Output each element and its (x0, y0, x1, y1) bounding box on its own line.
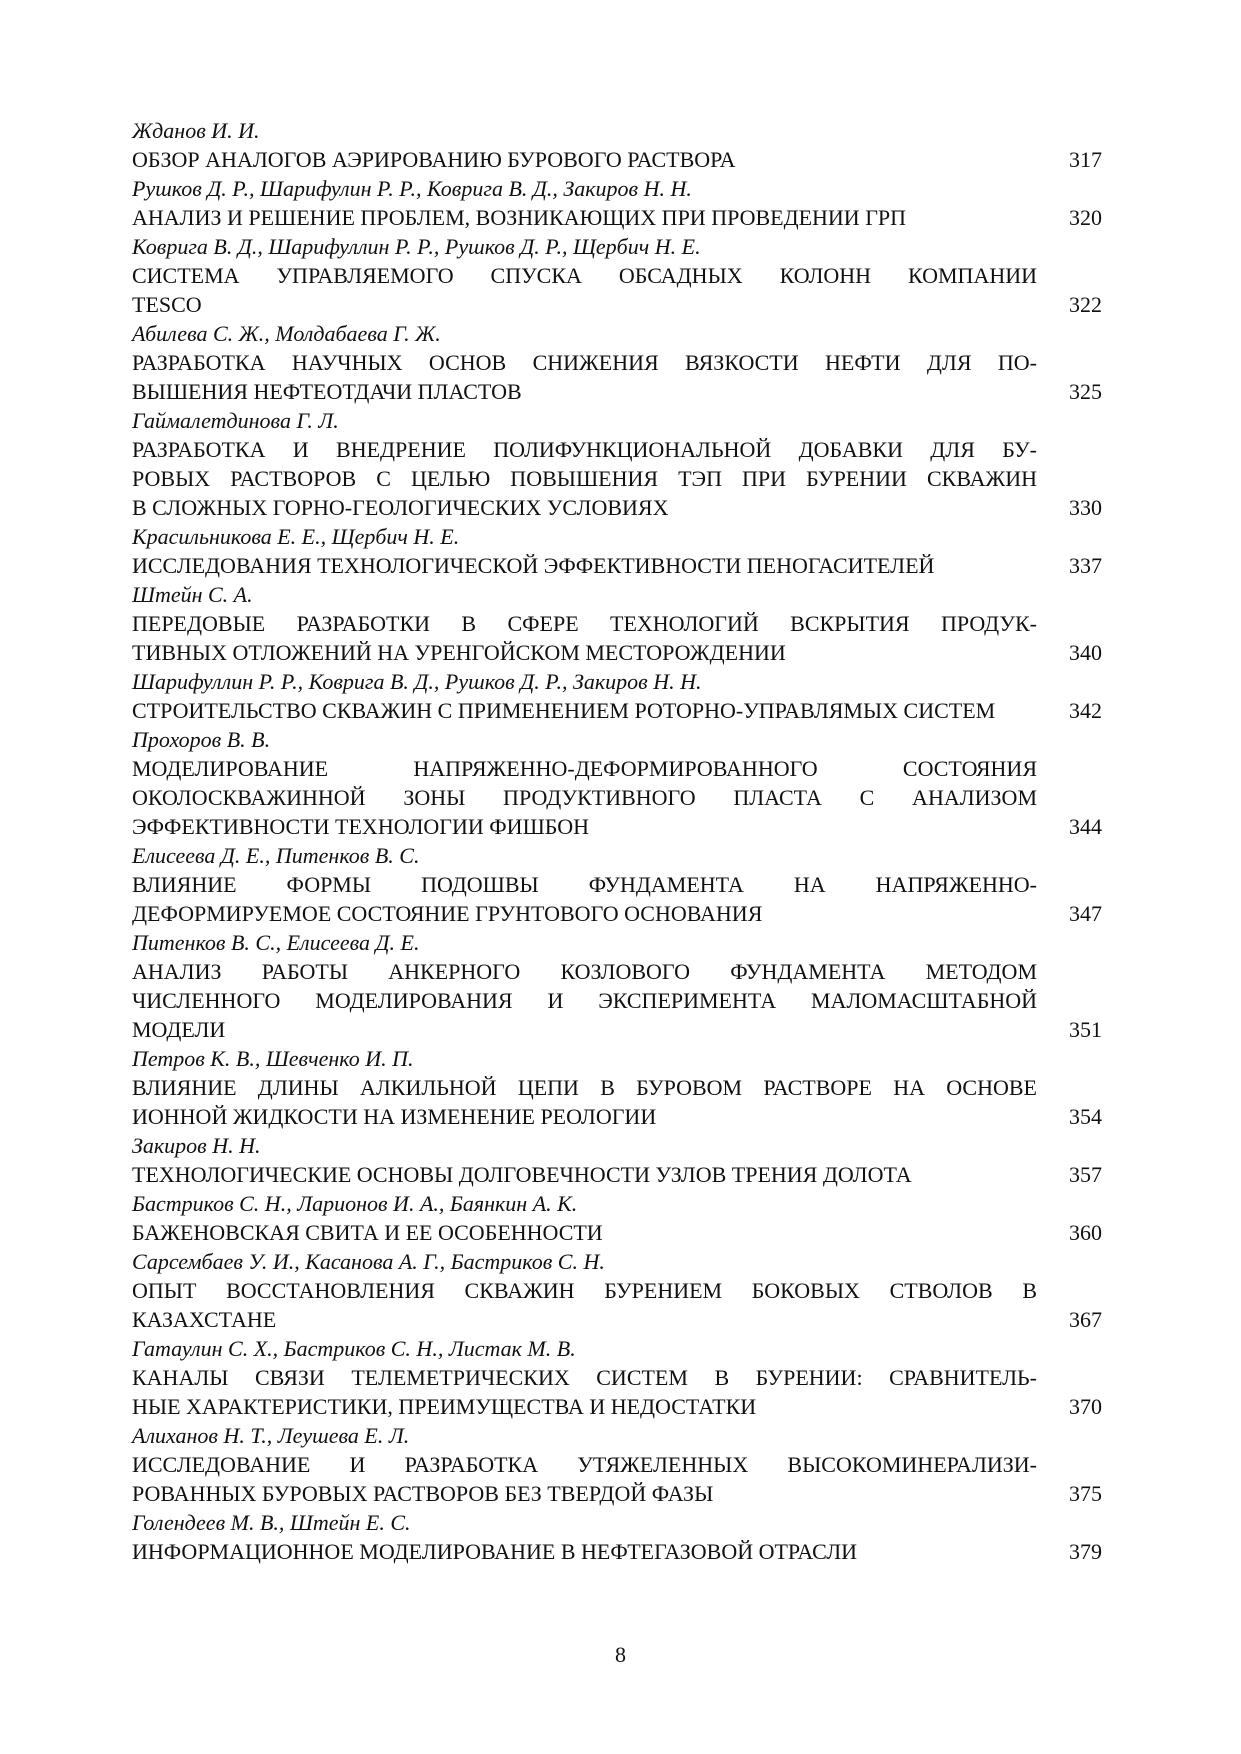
toc-entry-authors: Питенков В. С., Елисеева Д. Е. (132, 930, 420, 955)
toc-entry-authors: Голендеев М. В., Штейн Е. С. (132, 1510, 411, 1535)
toc-entry-page-number: 330 (1069, 495, 1102, 520)
toc-entry-authors: Бастриков С. Н., Ларионов И. А., Баянкин А. К. (132, 1191, 578, 1216)
toc-entry-title-line: ИОННОЙ ЖИДКОСТИ НА ИЗМЕНЕНИЕ РЕОЛОГИИ (132, 1104, 657, 1129)
toc-entry (132, 1189, 1102, 1247)
toc-entry-authors: Гаймалетдинова Г. Л. (132, 408, 339, 433)
toc-entry-title (132, 609, 1037, 667)
toc-entry-title-line: ДЕФОРМИРУЕМОЕ СОСТОЯНИЕ ГРУНТОВОГО ОСНОВАНИЯ (132, 901, 763, 926)
toc-entry-title-line: РАЗРАБОТКА И ВНЕДРЕНИЕ ПОЛИФУНКЦИОНАЛЬНОЙ ДОБАВКИ ДЛЯ БУ- (132, 437, 1037, 462)
toc-entry-title-line: СТРОИТЕЛЬСТВО СКВАЖИН С ПРИМЕНЕНИЕМ РОТОРНО-УПРАВЛЯМЫХ СИСТЕМ (132, 698, 996, 723)
toc-entry-title (132, 957, 1037, 1044)
toc-entry-title-row (132, 754, 1102, 841)
toc-entry-page-number: 337 (1069, 553, 1102, 578)
toc-entry (132, 116, 1102, 174)
toc-entry-title-line: ВЛИЯНИЕ ФОРМЫ ПОДОШВЫ ФУНДАМЕНТА НА НАПРЯЖЕННО- (132, 872, 1037, 897)
toc-entry-authors: Гатаулин С. Х., Бастриков С. Н., Листак М. В. (132, 1336, 576, 1361)
toc-entry (132, 1421, 1102, 1508)
toc-entry-title-row (132, 1160, 1102, 1189)
page-number: 8 (615, 1642, 626, 1667)
toc-entry-authors: Абилева С. Ж., Молдабаева Г. Ж. (132, 321, 441, 346)
toc-entry-title-line: ВЛИЯНИЕ ДЛИНЫ АЛКИЛЬНОЙ ЦЕПИ В БУРОВОМ РАСТВОРЕ НА ОСНОВЕ (132, 1075, 1037, 1100)
toc-entry-page-number: 344 (1069, 814, 1102, 839)
toc-entry-title (132, 1363, 1037, 1421)
toc-entry-authors: Сарсембаев У. И., Касанова А. Г., Бастриков С. Н. (132, 1249, 605, 1274)
toc-entry-title-line: НЫЕ ХАРАКТЕРИСТИКИ, ПРЕИМУЩЕСТВА И НЕДОСТАТКИ (132, 1394, 757, 1419)
toc-entry-authors: Штейн С. А. (132, 582, 253, 607)
toc-entry-title-row (132, 145, 1102, 174)
toc-entry-page-number: 370 (1069, 1394, 1102, 1419)
toc-entry (132, 522, 1102, 580)
toc-entry-title-line: КАНАЛЫ СВЯЗИ ТЕЛЕМЕТРИЧЕСКИХ СИСТЕМ В БУРЕНИИ: СРАВНИТЕЛЬ- (132, 1365, 1037, 1390)
toc-entry-title-line: ОПЫТ ВОССТАНОВЛЕНИЯ СКВАЖИН БУРЕНИЕМ БОКОВЫХ СТВОЛОВ В (132, 1278, 1037, 1303)
toc-entry-title (132, 1218, 1037, 1247)
toc-entry-title-line: ТЕХНОЛОГИЧЕСКИЕ ОСНОВЫ ДОЛГОВЕЧНОСТИ УЗЛОВ ТРЕНИЯ ДОЛОТА (132, 1162, 912, 1187)
toc-entry-title (132, 348, 1037, 406)
toc-entry (132, 319, 1102, 406)
toc-entry-page-number: 360 (1069, 1220, 1102, 1245)
toc-entry-title-row (132, 609, 1102, 667)
toc-entry-title-line: БАЖЕНОВСКАЯ СВИТА И ЕЕ ОСОБЕННОСТИ (132, 1220, 603, 1245)
toc-entry-authors: Шарифуллин Р. Р., Коврига В. Д., Рушков Д. Р., Закиров Н. Н. (132, 669, 702, 694)
toc-entry-title-row (132, 1537, 1102, 1566)
toc-entry-page-number: 340 (1069, 640, 1102, 665)
toc-entry-title-row (132, 203, 1102, 232)
toc-entry-title (132, 1450, 1037, 1508)
toc-entry-title-line: В СЛОЖНЫХ ГОРНО-ГЕОЛОГИЧЕСКИХ УСЛОВИЯХ (132, 495, 669, 520)
toc-entry-title (132, 754, 1037, 841)
toc-entry-title-line: РОВАННЫХ БУРОВЫХ РАСТВОРОВ БЕЗ ТВЕРДОЙ ФАЗЫ (132, 1481, 714, 1506)
toc-entry-authors: Жданов И. И. (132, 118, 260, 143)
toc-entry (132, 406, 1102, 522)
toc-entry-title (132, 203, 1037, 232)
toc-entry-page-number: 322 (1069, 292, 1102, 317)
toc-entry-title-line: TESCO (132, 292, 202, 317)
toc-entry (132, 928, 1102, 1044)
toc-entry-title-line: АНАЛИЗ РАБОТЫ АНКЕРНОГО КОЗЛОВОГО ФУНДАМЕНТА МЕТОДОМ (132, 959, 1037, 984)
toc-entry-title-line: РОВЫХ РАСТВОРОВ С ЦЕЛЬЮ ПОВЫШЕНИЯ ТЭП ПРИ БУРЕНИИ СКВАЖИН (132, 466, 1037, 491)
toc-entry-title-line: ТИВНЫХ ОТЛОЖЕНИЙ НА УРЕНГОЙСКОМ МЕСТОРОЖДЕНИИ (132, 640, 786, 665)
toc-entry-title-line: КАЗАХСТАНЕ (132, 1307, 277, 1332)
toc-entry-title (132, 1537, 1037, 1566)
toc-entry-title-row (132, 957, 1102, 1044)
toc-entry-title-line: ИССЛЕДОВАНИЕ И РАЗРАБОТКА УТЯЖЕЛЕННЫХ ВЫСОКОМИНЕРАЛИЗИ- (132, 1452, 1037, 1477)
toc-entry-title-line: ОКОЛОСКВАЖИННОЙ ЗОНЫ ПРОДУКТИВНОГО ПЛАСТА С АНАЛИЗОМ (132, 785, 1037, 810)
toc-entry-authors: Рушков Д. Р., Шарифулин Р. Р., Коврига В. Д., Закиров Н. Н. (132, 176, 692, 201)
toc-entry-page-number: 351 (1069, 1017, 1102, 1042)
toc-entry-title (132, 1073, 1037, 1131)
toc-entry (132, 1131, 1102, 1189)
toc-entry-title-row (132, 1363, 1102, 1421)
toc-entry-title-line: ЭФФЕКТИВНОСТИ ТЕХНОЛОГИИ ФИШБОН (132, 814, 590, 839)
toc-entry-authors: Красильникова Е. Е., Щербич Н. Е. (132, 524, 460, 549)
toc-entry-authors: Алиханов Н. Т., Леушева Е. Л. (132, 1423, 410, 1448)
toc-entry-title (132, 1160, 1037, 1189)
toc-entry-title-line: ПЕРЕДОВЫЕ РАЗРАБОТКИ В СФЕРЕ ТЕХНОЛОГИЙ ВСКРЫТИЯ ПРОДУК- (132, 611, 1037, 636)
toc-entry-authors: Петров К. В., Шевченко И. П. (132, 1046, 414, 1071)
toc-entry (132, 725, 1102, 841)
toc-entry-title-line: ИССЛЕДОВАНИЯ ТЕХНОЛОГИЧЕСКОЙ ЭФФЕКТИВНОСТИ ПЕНОГАСИТЕЛЕЙ (132, 553, 935, 578)
toc-entry-title (132, 1276, 1037, 1334)
table-of-contents (132, 116, 1102, 1566)
toc-entry-title-line: МОДЕЛИ (132, 1017, 226, 1042)
toc-entry-authors: Закиров Н. Н. (132, 1133, 261, 1158)
toc-entry-title-line: СИСТЕМА УПРАВЛЯЕМОГО СПУСКА ОБСАДНЫХ КОЛОНН КОМПАНИИ (132, 263, 1037, 288)
toc-entry-title-row (132, 696, 1102, 725)
toc-entry-page-number: 317 (1069, 147, 1102, 172)
toc-entry-page-number: 357 (1069, 1162, 1102, 1187)
toc-entry-authors: Елисеева Д. Е., Питенков В. С. (132, 843, 420, 868)
toc-entry (132, 667, 1102, 725)
toc-entry (132, 1334, 1102, 1421)
toc-entry-title-line: РАЗРАБОТКА НАУЧНЫХ ОСНОВ СНИЖЕНИЯ ВЯЗКОСТИ НЕФТИ ДЛЯ ПО- (132, 350, 1037, 375)
toc-entry-title-row (132, 1218, 1102, 1247)
toc-entry-title-row (132, 870, 1102, 928)
toc-entry-page-number: 342 (1069, 698, 1102, 723)
toc-entry-authors: Коврига В. Д., Шарифуллин Р. Р., Рушков Д. Р., Щербич Н. Е. (132, 234, 701, 259)
toc-entry-title-row (132, 1450, 1102, 1508)
toc-entry-authors: Прохоров В. В. (132, 727, 271, 752)
toc-entry-page-number: 325 (1069, 379, 1102, 404)
toc-entry-title (132, 696, 1037, 725)
toc-entry-title (132, 145, 1037, 174)
toc-entry (132, 232, 1102, 319)
toc-entry (132, 1247, 1102, 1334)
toc-entry-title-row (132, 551, 1102, 580)
toc-entry-title-row (132, 435, 1102, 522)
toc-entry (132, 1044, 1102, 1131)
toc-entry (132, 580, 1102, 667)
toc-entry-title-line: ИНФОРМАЦИОННОЕ МОДЕЛИРОВАНИЕ В НЕФТЕГАЗОВОЙ ОТРАСЛИ (132, 1539, 858, 1564)
toc-entry-title-line: ОБЗОР АНАЛОГОВ АЭРИРОВАНИЮ БУРОВОГО РАСТВОРА (132, 147, 736, 172)
toc-entry-page-number: 379 (1069, 1539, 1102, 1564)
toc-entry-title (132, 435, 1037, 522)
toc-entry-title-row (132, 348, 1102, 406)
toc-entry (132, 841, 1102, 928)
toc-entry-title-row (132, 1276, 1102, 1334)
toc-entry-page-number: 375 (1069, 1481, 1102, 1506)
toc-entry-title-line: АНАЛИЗ И РЕШЕНИЕ ПРОБЛЕМ, ВОЗНИКАЮЩИХ ПРИ ПРОВЕДЕНИИ ГРП (132, 205, 907, 230)
toc-entry (132, 1508, 1102, 1566)
toc-entry-title-line: ЧИСЛЕННОГО МОДЕЛИРОВАНИЯ И ЭКСПЕРИМЕНТА МАЛОМАСШТАБНОЙ (132, 988, 1037, 1013)
toc-entry-title-row (132, 1073, 1102, 1131)
toc-entry-title-row (132, 261, 1102, 319)
toc-entry-page-number: 367 (1069, 1307, 1102, 1332)
toc-entry-title (132, 870, 1037, 928)
toc-entry-title-line: МОДЕЛИРОВАНИЕ НАПРЯЖЕННО-ДЕФОРМИРОВАННОГО СОСТОЯНИЯ (132, 756, 1037, 781)
toc-entry-title (132, 551, 1037, 580)
toc-entry (132, 174, 1102, 232)
toc-entry-title-line: ВЫШЕНИЯ НЕФТЕОТДАЧИ ПЛАСТОВ (132, 379, 522, 404)
toc-entry-page-number: 354 (1069, 1104, 1102, 1129)
toc-entry-page-number: 320 (1069, 205, 1102, 230)
toc-entry-title (132, 261, 1037, 319)
toc-entry-page-number: 347 (1069, 901, 1102, 926)
